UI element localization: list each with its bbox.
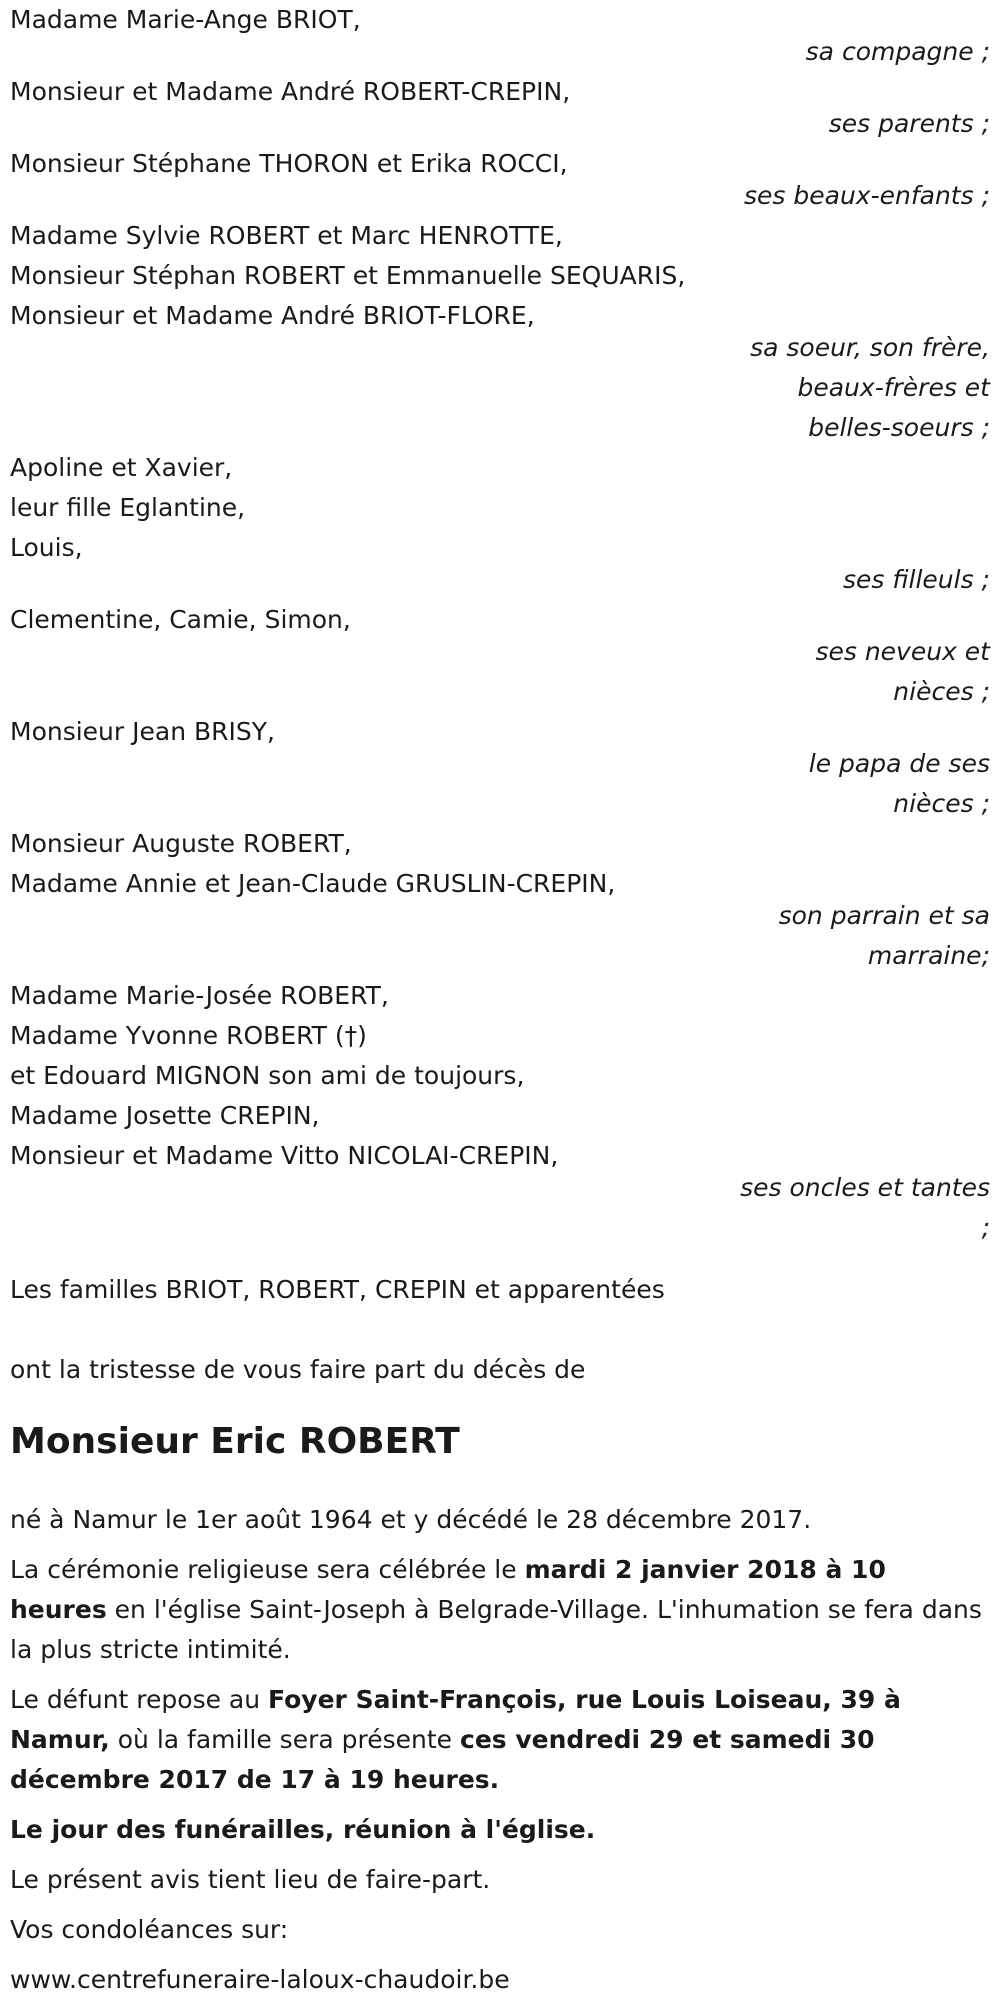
- relationship-label: [10, 328, 990, 448]
- relationship-line: marraine;: [867, 941, 990, 970]
- condolences-label: Vos condoléances sur:: [10, 1915, 289, 1944]
- relationship-label: [10, 896, 990, 976]
- relationship-line: beaux-frères et: [797, 373, 990, 402]
- family-member-line: Monsieur Stéphane THORON et Erika ROCCI,: [10, 149, 568, 178]
- family-member-line: Madame Yvonne ROBERT (†): [10, 1021, 367, 1050]
- families-line: Les familles BRIOT, ROBERT, CREPIN et apparentées: [10, 1275, 665, 1304]
- ceremony-paragraph: La cérémonie religieuse sera célébrée le mardi 2 janvier 2018 à 10 heures en l'église Saint-Joseph à Belgrade-Village. L'inhumation se fera dans la plus stricte intimité.: [10, 1555, 982, 1664]
- family-member-line: Monsieur Stéphan ROBERT et Emmanuelle SEQUARIS,: [10, 261, 686, 290]
- family-member-line: Monsieur Jean BRISY,: [10, 717, 275, 746]
- relationship-line: belles-soeurs ;: [808, 413, 990, 442]
- rest-paragraph: Le défunt repose au Foyer Saint-François, rue Louis Loiseau, 39 à Namur, où la famille sera présente ces vendredi 29 et samedi 30 décembre 2017 de 17 à 19 heures.: [10, 1685, 901, 1794]
- family-groups: [10, 0, 990, 1248]
- family-group: [10, 824, 990, 976]
- relationship-label: [10, 744, 990, 824]
- family-group: [10, 976, 990, 1248]
- family-member-line: Madame Annie et Jean-Claude GRUSLIN-CREPIN,: [10, 869, 616, 898]
- family-group: [10, 144, 990, 216]
- obituary-content: [10, 0, 990, 2000]
- relationship-line: ses neveux et: [815, 637, 990, 666]
- intro-line: ont la tristesse de vous faire part du décès de: [10, 1355, 586, 1384]
- relationship-line: nièces ;: [893, 789, 990, 818]
- relationship-line: sa soeur, son frère,: [750, 333, 990, 362]
- family-member-line: Madame Sylvie ROBERT et Marc HENROTTE,: [10, 221, 563, 250]
- relationship-label: [10, 560, 990, 600]
- family-member-line: Louis,: [10, 533, 83, 562]
- relationship-label: [10, 1168, 990, 1248]
- family-group: [10, 600, 990, 712]
- family-member-line: Apoline et Xavier,: [10, 453, 233, 482]
- relationship-line: son parrain et sa: [778, 901, 990, 930]
- family-member-line: Monsieur et Madame Vitto NICOLAI-CREPIN,: [10, 1141, 559, 1170]
- relationship-line: sa compagne ;: [805, 37, 990, 66]
- relationship-line: ses parents ;: [828, 109, 990, 138]
- relationship-line: ses beaux-enfants ;: [744, 181, 990, 210]
- notice-line: Le présent avis tient lieu de faire-part.: [10, 1865, 491, 1894]
- family-member-line: Madame Marie-Josée ROBERT,: [10, 981, 389, 1010]
- relationship-label: [10, 632, 990, 712]
- family-group: [10, 712, 990, 824]
- family-member-line: Monsieur Auguste ROBERT,: [10, 829, 352, 858]
- family-member-line: et Edouard MIGNON son ami de toujours,: [10, 1061, 525, 1090]
- family-member-line: Monsieur et Madame André BRIOT-FLORE,: [10, 301, 535, 330]
- funeral-day-line: Le jour des funérailles, réunion à l'église.: [10, 1815, 596, 1844]
- family-member-line: Madame Josette CREPIN,: [10, 1101, 320, 1130]
- relationship-line: nièces ;: [893, 677, 990, 706]
- family-member-line: Monsieur et Madame André ROBERT-CREPIN,: [10, 77, 571, 106]
- relationship-line: le papa de ses: [808, 749, 990, 778]
- relationship-line: ses oncles et tantes: [740, 1173, 990, 1202]
- website-link[interactable]: www.centrefuneraire-laloux-chaudoir.be: [10, 1965, 510, 1994]
- family-group: [10, 0, 990, 72]
- relationship-line: ses filleuls ;: [843, 565, 990, 594]
- relationship-line: ;: [981, 1213, 990, 1242]
- deceased-name: Monsieur Eric ROBERT: [10, 1421, 460, 1462]
- family-group: [10, 216, 990, 448]
- family-group: [10, 72, 990, 144]
- birth-line: né à Namur le 1er août 1964 et y décédé le 28 décembre 2017.: [10, 1505, 812, 1534]
- family-group: [10, 448, 990, 600]
- family-member-line: Clementine, Camie, Simon,: [10, 605, 351, 634]
- family-member-line: leur fille Eglantine,: [10, 493, 246, 522]
- family-member-line: Madame Marie-Ange BRIOT,: [10, 5, 361, 34]
